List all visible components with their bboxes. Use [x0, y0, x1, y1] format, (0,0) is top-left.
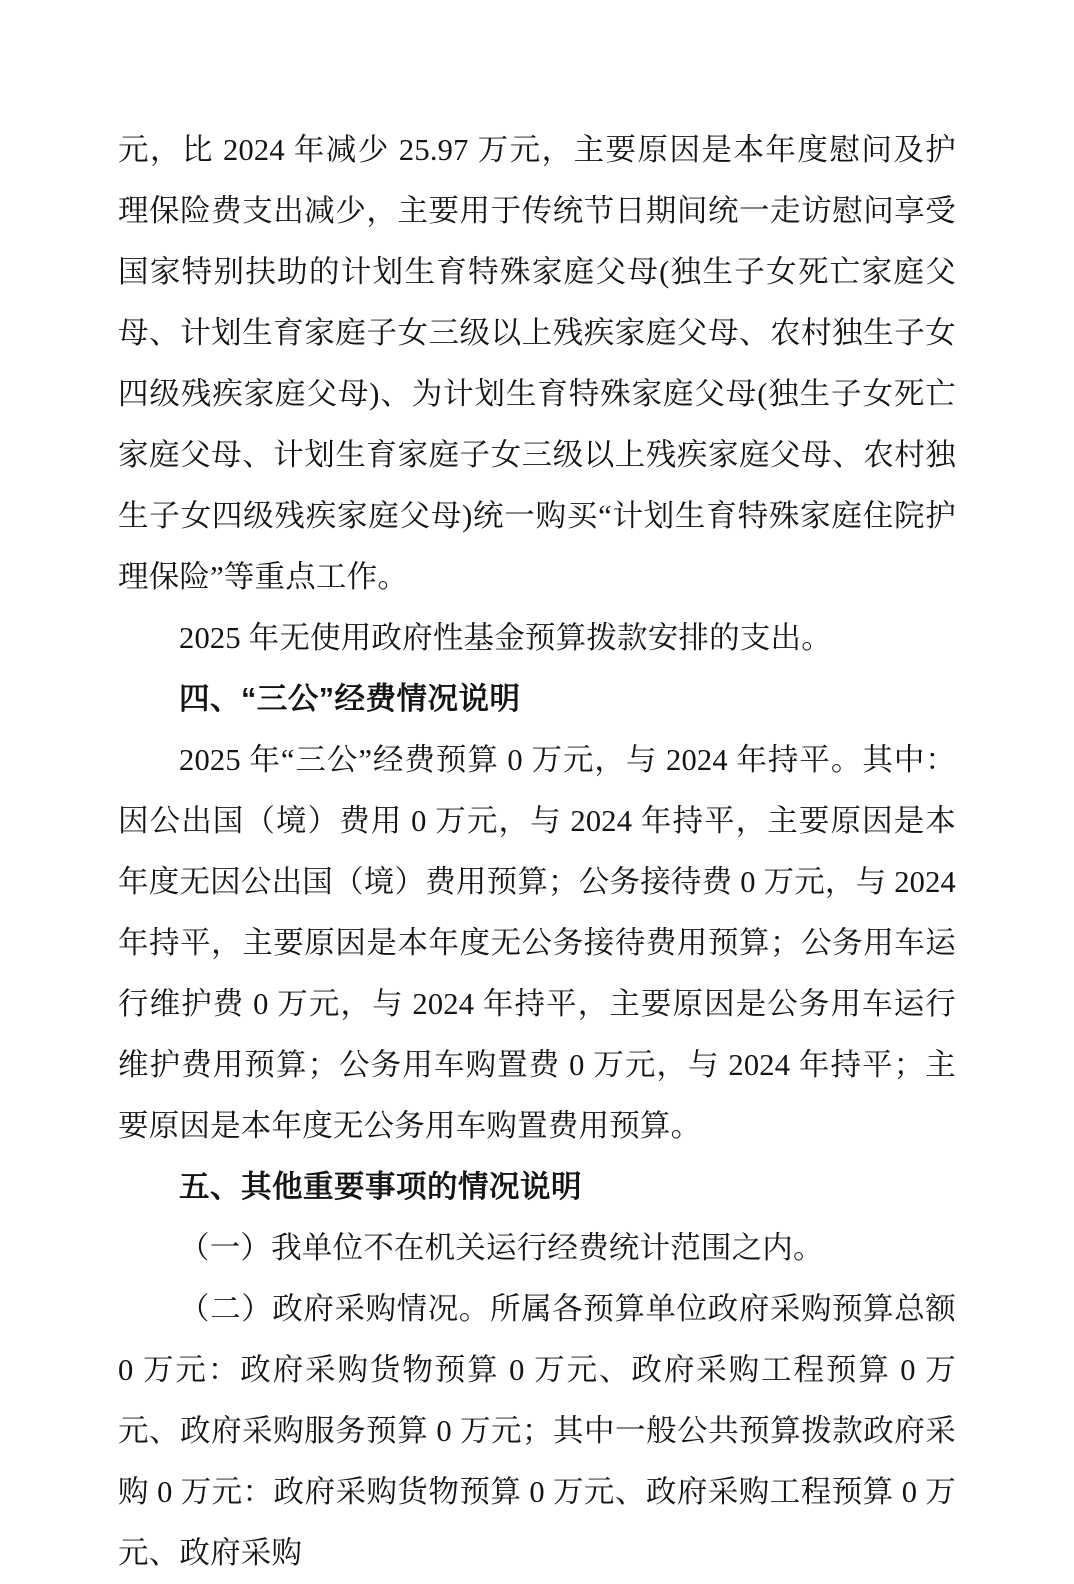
section-heading-five: 五、其他重要事项的情况说明 — [179, 1170, 582, 1204]
paragraph-no-gov-fund: 2025 年无使用政府性基金预算拨款安排的支出。 — [179, 621, 832, 655]
section-heading-four: 四、“三公”经费情况说明 — [179, 682, 521, 716]
paragraph-continued-welfare: 元，比 2024 年减少 25.97 万元，主要原因是本年度慰问及护理保险费支出减少，主要用于传统节日期间统一走访慰问享受国家特别扶助的计划生育特殊家庭父母(独生子女死亡家庭父母、计划生育家庭子女三级以上残疾家庭父母、农村独生子女四级残疾家庭父母)、为计划生育特殊家庭父母(独生子女死亡家庭父母、计划生育家庭子女三级以上残疾家庭父母、农村独生子女四级残疾家庭父母)统一购买“计划生育特殊家庭住院护理保险”等重点工作。 — [118, 133, 956, 594]
paragraph-item-one: （一）我单位不在机关运行经费统计范围之内。 — [179, 1231, 824, 1265]
paragraph-item-two: （二）政府采购情况。所属各预算单位政府采购预算总额 0 万元：政府采购货物预算 0 万元、政府采购工程预算 0 万元、政府采购服务预算 0 万元；其中一般公共预算拨款政府采购 0 万元：政府采购货物预算 0 万元、政府采购工程预算 0 万元、政府采购 — [118, 1292, 956, 1570]
paragraph-three-public-detail: 2025 年“三公”经费预算 0 万元，与 2024 年持平。其中：因公出国（境）费用 0 万元，与 2024 年持平，主要原因是本年度无因公出国（境）费用预算；公务接待费 0 万元，与 2024 年持平，主要原因是本年度无公务接待费用预算；公务用车运行维护费 0 万元，与 2024 年持平，主要原因是公务用车运行维护费用预算；公务用车购置费 0 万元，与 2024 年持平；主要原因是本年度无公务用车购置费用预算。 — [118, 743, 956, 1143]
document-body — [118, 120, 956, 1584]
